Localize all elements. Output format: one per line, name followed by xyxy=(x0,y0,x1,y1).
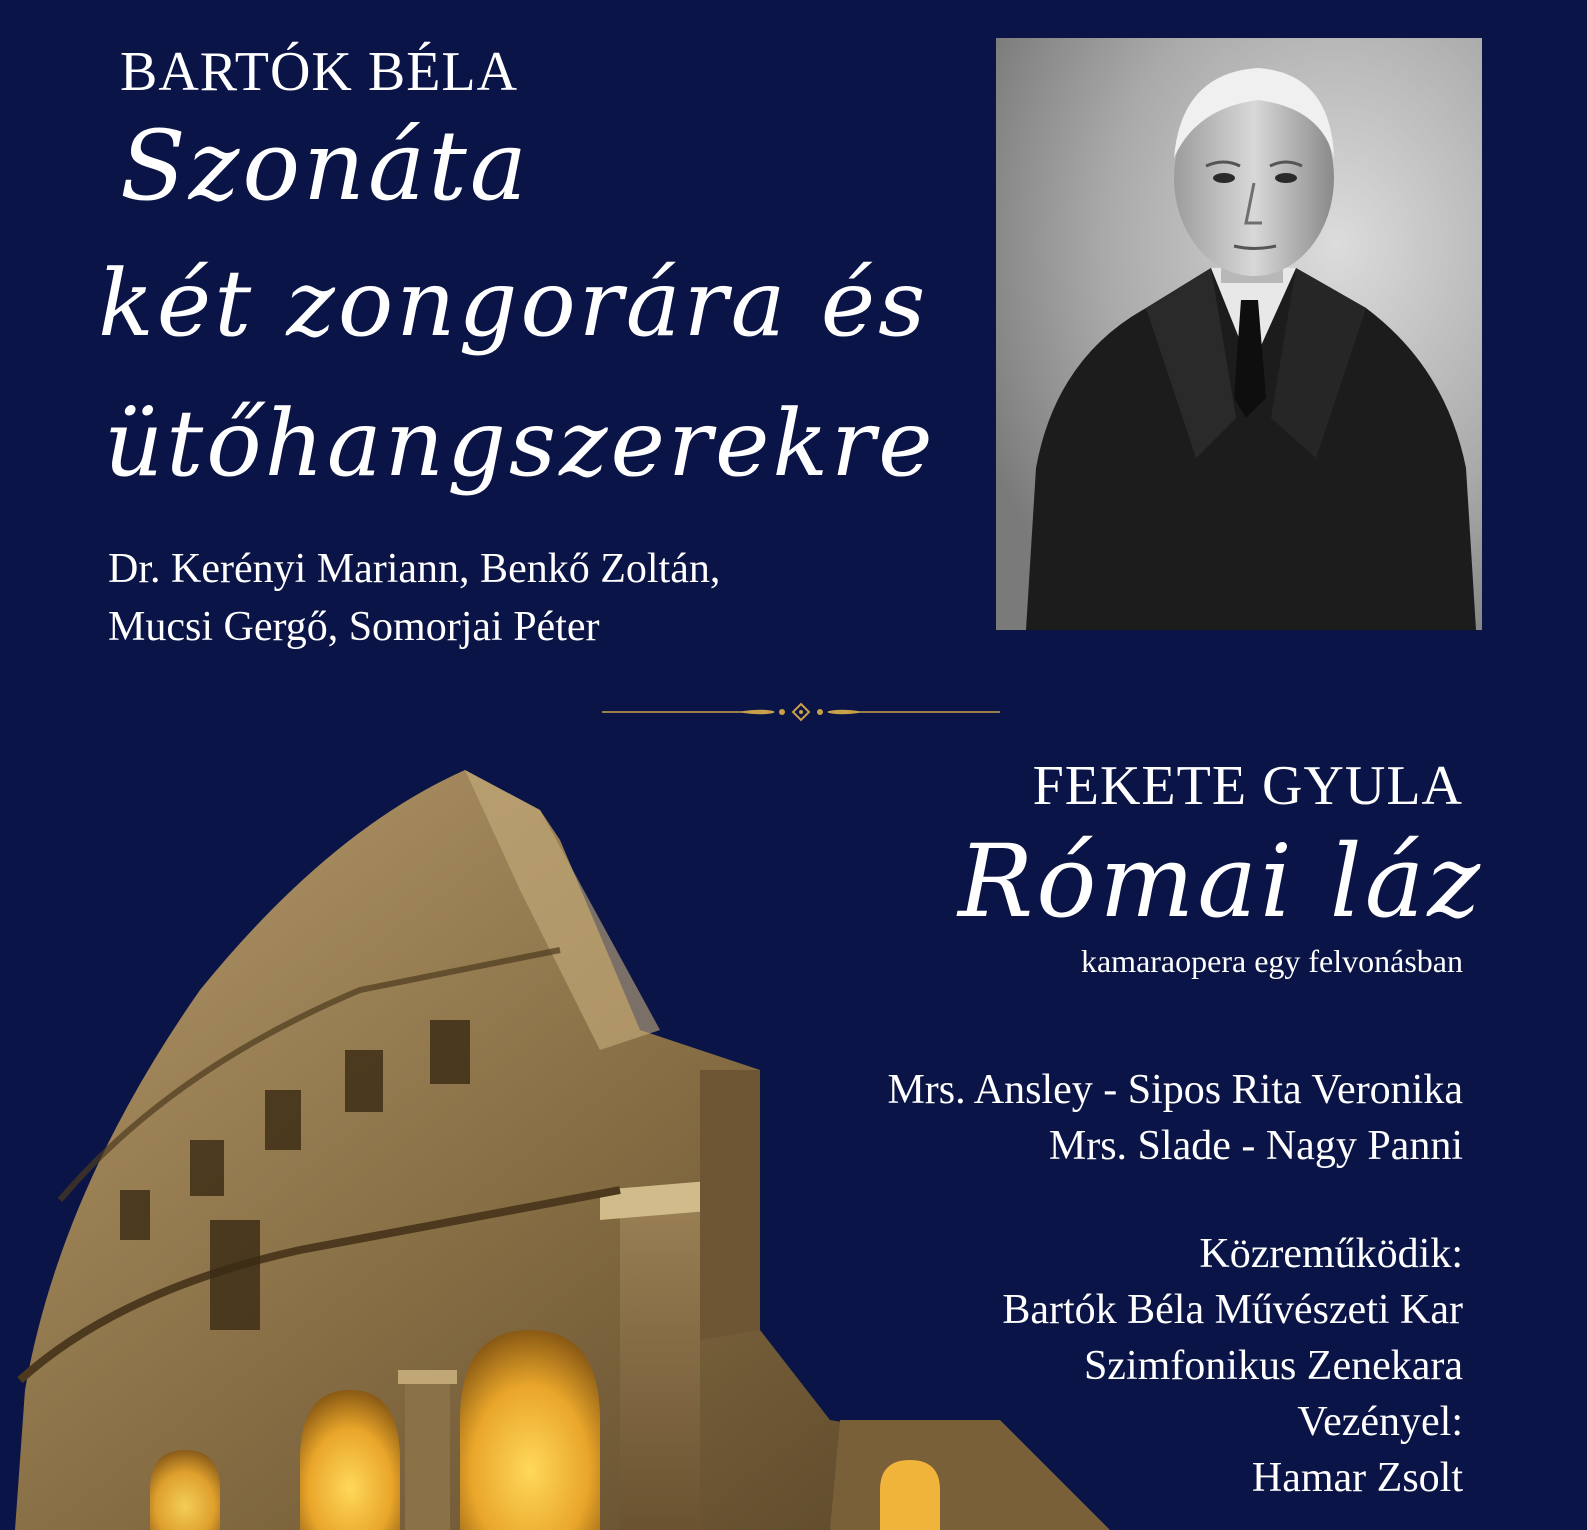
cast-line-1: Mrs. Ansley - Sipos Rita Veronika xyxy=(887,1067,1463,1113)
title-line-3: ütőhangszerekre xyxy=(104,390,936,497)
credits-line-3: Szimfonikus Zenekara xyxy=(1083,1343,1463,1389)
ornament-divider xyxy=(602,702,1000,722)
opera-title: Római láz xyxy=(958,823,1483,940)
performers-line-1: Dr. Kerényi Mariann, Benkő Zoltán, xyxy=(108,546,721,592)
credits-line-4: Vezényel: xyxy=(1297,1399,1463,1445)
credits-line-5: Hamar Zsolt xyxy=(1251,1455,1463,1501)
composer-name-bartok: BARTÓK BÉLA xyxy=(120,41,519,103)
cast-line-2: Mrs. Slade - Nagy Panni xyxy=(1048,1123,1463,1169)
colosseum-image xyxy=(0,770,1110,1530)
title-line-2: két zongorára és xyxy=(98,250,929,357)
performers-line-2: Mucsi Gergő, Somorjai Péter xyxy=(108,604,600,650)
opera-subtitle: kamaraopera egy felvonásban xyxy=(1080,943,1463,979)
credits-line-1: Közreműködik: xyxy=(1199,1231,1463,1277)
composer-name-fekete: FEKETE GYULA xyxy=(1032,755,1463,817)
title-line-1: Szonáta xyxy=(120,110,531,222)
credits-line-2: Bartók Béla Művészeti Kar xyxy=(1002,1287,1463,1333)
composer-portrait-photo xyxy=(996,38,1482,630)
performers-list xyxy=(108,540,720,656)
